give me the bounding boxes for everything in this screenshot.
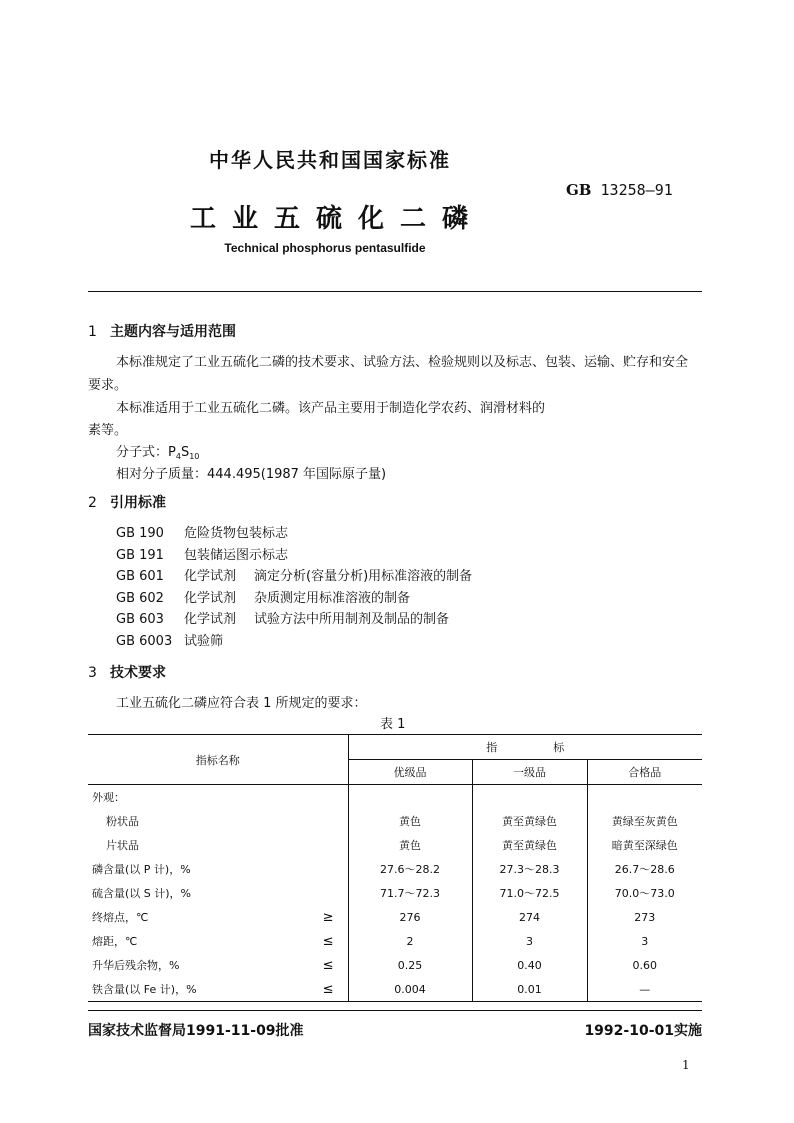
reference-item (116, 565, 472, 584)
header-index-b: 标 (553, 741, 565, 754)
document-title-cn: 工业五硫化二磷 (190, 204, 485, 234)
row-value: 70.0～73.0 (587, 881, 702, 905)
document-title-en: Technical phosphorus pentasulfide (224, 241, 426, 255)
header-index-a: 指 (486, 741, 498, 754)
section-number: 2 (88, 495, 97, 511)
header-grade-premium: 优级品 (348, 760, 472, 785)
section-2-heading (88, 492, 166, 512)
reference-code: GB 190 (116, 526, 164, 541)
row-value: 3 (472, 929, 587, 953)
row-value: 273 (587, 905, 702, 929)
gb-number: 13258—91 (600, 181, 673, 199)
section-number: 1 (88, 324, 97, 340)
reference-item (116, 522, 289, 541)
row-limit-symbol (300, 785, 348, 810)
table-body (88, 785, 702, 1002)
s1-paragraph-2-cont: 素等。 (88, 423, 128, 438)
table-caption: 表 1 (380, 717, 406, 732)
formula-s: S (180, 445, 190, 460)
national-standard-title: 中华人民共和国国家标准 (209, 148, 451, 172)
row-value: 71.7～72.3 (348, 881, 472, 905)
table-row (88, 977, 702, 1002)
section-3-heading (88, 662, 166, 682)
section-1-heading (88, 321, 236, 341)
table-row (88, 785, 702, 810)
reference-name: 危险货物包装标志 (184, 526, 289, 541)
table-row (88, 809, 702, 833)
reference-detail: 杂质测定用标准溶液的制备 (254, 590, 411, 606)
row-value: 暗黄至深绿色 (587, 833, 702, 857)
row-limit-symbol (300, 833, 348, 857)
row-value: 0.004 (348, 977, 472, 1002)
row-limit-symbol (300, 881, 348, 905)
formula-label: 分子式： (116, 445, 169, 460)
table-row (88, 929, 702, 953)
s1-paragraph-1-cont: 要求。 (88, 378, 128, 393)
reference-item (116, 587, 410, 606)
table-row (88, 905, 702, 929)
row-name: 粉状品 (106, 815, 139, 828)
row-limit-symbol: ≥ (322, 909, 334, 925)
row-name: 磷含量(以 P 计)，% (92, 863, 191, 876)
row-value: 黄绿至灰黄色 (587, 809, 702, 833)
row-limit-symbol (300, 857, 348, 881)
table-row (88, 953, 702, 977)
row-value: 0.25 (348, 953, 472, 977)
s3-intro: 工业五硫化二磷应符合表 1 所规定的要求： (116, 696, 367, 711)
row-value: 3 (587, 929, 702, 953)
row-name: 升华后残余物，% (92, 959, 180, 972)
row-limit-symbol (300, 809, 348, 833)
header-grade-qualified: 合格品 (587, 760, 702, 785)
header-index (348, 735, 702, 760)
row-value: 274 (472, 905, 587, 929)
reference-detail: 试验方法中所用制剂及制品的制备 (254, 612, 450, 627)
row-name: 终熔点，℃ (92, 911, 149, 924)
s1-paragraph-1: 本标准规定了工业五硫化二磷的技术要求、试验方法、检验规则以及标志、包装、运输、贮存和安全 (116, 355, 689, 370)
row-value (348, 785, 472, 810)
section-title: 技术要求 (110, 665, 166, 681)
row-value: 黄至黄绿色 (472, 809, 587, 833)
row-name: 片状品 (106, 839, 139, 852)
row-value: 27.3～28.3 (472, 857, 587, 881)
table-row (88, 857, 702, 881)
reference-name: 包装储运图示标志 (184, 547, 289, 563)
reference-name: 化学试剂 (184, 612, 237, 627)
row-value: — (587, 977, 702, 1002)
formula-p: P (168, 445, 176, 460)
implementation-date: 1992-10-01实施 (584, 1023, 702, 1039)
reference-code: GB 602 (116, 590, 164, 606)
reference-code: GB 191 (116, 547, 164, 563)
reference-item (116, 608, 449, 627)
row-value: 黄至黄绿色 (472, 833, 587, 857)
reference-name: 化学试剂 (184, 590, 237, 606)
row-name: 外观： (92, 791, 125, 804)
gb-prefix: GB (566, 181, 592, 199)
section-number: 3 (88, 665, 97, 681)
row-value: 0.01 (472, 977, 587, 1002)
reference-detail: 滴定分析(容量分析)用标准溶液的制备 (254, 569, 473, 584)
section-title: 引用标准 (110, 495, 166, 511)
row-name: 硫含量(以 S 计)，% (92, 887, 192, 900)
reference-name: 化学试剂 (184, 569, 237, 584)
header-indicator-name: 指标名称 (88, 735, 348, 785)
molecular-formula (116, 441, 199, 461)
page-number: 1 (682, 1058, 690, 1072)
reference-code: GB 603 (116, 612, 164, 627)
row-value: 27.6～28.2 (348, 857, 472, 881)
section-title: 主题内容与适用范围 (110, 324, 236, 340)
reference-name: 试验筛 (184, 633, 224, 649)
specification-table (88, 734, 702, 1002)
row-limit-symbol: ≤ (322, 957, 334, 973)
row-value (472, 785, 587, 810)
row-value: 0.60 (587, 953, 702, 977)
reference-code: GB 6003 (116, 633, 173, 649)
row-name: 熔距，℃ (92, 935, 138, 948)
header-grade-first: 一级品 (472, 760, 587, 785)
row-value: 黄色 (348, 833, 472, 857)
header-rule (88, 291, 702, 292)
reference-code: GB 601 (116, 569, 164, 584)
formula-p-sub: 4 (175, 452, 181, 461)
reference-item (116, 544, 289, 563)
row-value (587, 785, 702, 810)
approval-date: 国家技术监督局1991-11-09批准 (88, 1023, 304, 1039)
standard-number (566, 181, 673, 199)
table-row (88, 833, 702, 857)
molecular-mass: 相对分子质量：444.495(1987 年国际原子量) (116, 467, 387, 482)
formula-s-sub: 10 (189, 452, 200, 461)
row-limit-symbol: ≤ (300, 977, 348, 1002)
row-value: 2 (348, 929, 472, 953)
row-value: 0.40 (472, 953, 587, 977)
table-row (88, 881, 702, 905)
row-value: 71.0～72.5 (472, 881, 587, 905)
row-value: 276 (348, 905, 472, 929)
row-value: 26.7～28.6 (587, 857, 702, 881)
row-limit-symbol: ≤ (322, 933, 334, 949)
footer-rule (88, 1010, 702, 1011)
row-value: 黄色 (348, 809, 472, 833)
row-name: 铁含量(以 Fe 计)，% (88, 977, 300, 1002)
s1-paragraph-2: 本标准适用于工业五硫化二磷。该产品主要用于制造化学农药、润滑材料的 (116, 401, 546, 416)
reference-item (116, 630, 254, 649)
